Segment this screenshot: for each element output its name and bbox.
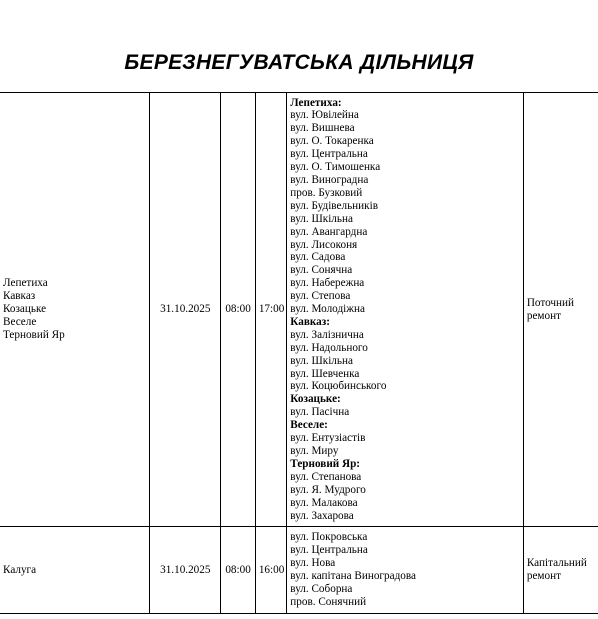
outage-schedule-table [0,92,598,614]
street-item: вул. Надольного [290,341,368,354]
end-time-cell: 17:00 [255,93,286,527]
settlement-name: Козацьке [3,303,47,316]
street-item: вул. Соборна [290,582,353,595]
street-item: вул. Степанова [290,470,362,483]
reason-text: ремонт [526,309,561,322]
group-header: Веселе: [290,419,328,432]
street-item: вул. Шкільна [290,212,353,225]
street-item: вул. Центральна [290,148,368,161]
settlement-name: Кавказ [3,290,36,303]
street-item: вул. Лисоконя [290,238,358,251]
street-item: вул. Коцюбинського [290,380,387,393]
group-header: Козацьке: [290,393,341,406]
start-time-cell: 08:00 [221,93,256,527]
settlement-name: Веселе [3,315,37,328]
street-item: пров. Бузковий [290,186,363,199]
street-item: вул. Пасічна [290,406,350,419]
reason-text: Поточний [526,296,575,309]
start-time-cell: 08:00 [221,527,256,614]
settlement-name: Калуга [3,563,37,576]
page-title: БЕРЕЗНЕГУВАТСЬКА ДІЛЬНИЦЯ [124,51,474,74]
street-item: вул. Миру [290,445,339,458]
street-item: вул. Молодіжна [290,303,365,316]
settlements-cell [0,93,150,527]
street-item: вул. Виноградна [290,173,369,186]
streets-cell [287,93,524,527]
street-item: вул. Будівельників [290,199,378,212]
street-item: вул. О. Тимошенка [290,161,381,174]
street-item: вул. Вишнева [290,122,355,135]
reason-cell [523,527,598,614]
table-row [0,527,598,614]
reason-cell [523,93,598,527]
table-row [0,93,598,527]
reason-text: Капітальний [526,557,587,570]
street-item: вул. Шевченка [290,367,360,380]
group-header: Кавказ: [290,315,330,328]
street-item: вул. О. Токаренка [290,135,374,148]
street-item: вул. Степова [290,290,351,303]
street-item: вул. Малакова [290,496,358,509]
reason-text: ремонт [526,570,561,582]
streets-cell [287,527,524,614]
date-cell: 31.10.2025 [150,527,221,614]
street-item: вул. капітана Виноградова [290,570,416,582]
street-item: вул. Шкільна [290,354,353,367]
date-cell: 31.10.2025 [150,93,221,527]
street-item: пров. Сонячний [290,595,367,608]
street-item: вул. Набережна [290,277,365,290]
street-item: вул. Нова [290,557,336,570]
group-header: Лепетиха: [290,96,342,109]
street-item: вул. Садова [290,251,346,264]
street-item: вул. Покровська [290,531,368,544]
group-header: Терновий Яр: [290,457,361,470]
street-item: вул. Ювілейна [290,109,359,122]
settlement-name: Лепетиха [3,277,48,290]
street-item: вул. Авангардна [290,225,368,238]
street-item: вул. Залізнична [290,328,364,341]
street-item: вул. Захарова [290,509,354,522]
street-item: вул. Ентузіастів [290,432,366,445]
end-time-cell: 16:00 [255,527,286,614]
street-item: вул. Центральна [290,544,368,557]
street-item: вул. Сонячна [290,264,353,277]
settlement-name: Терновий Яр [3,328,65,341]
street-item: вул. Я. Мудрого [290,483,366,496]
settlements-cell [0,527,150,614]
